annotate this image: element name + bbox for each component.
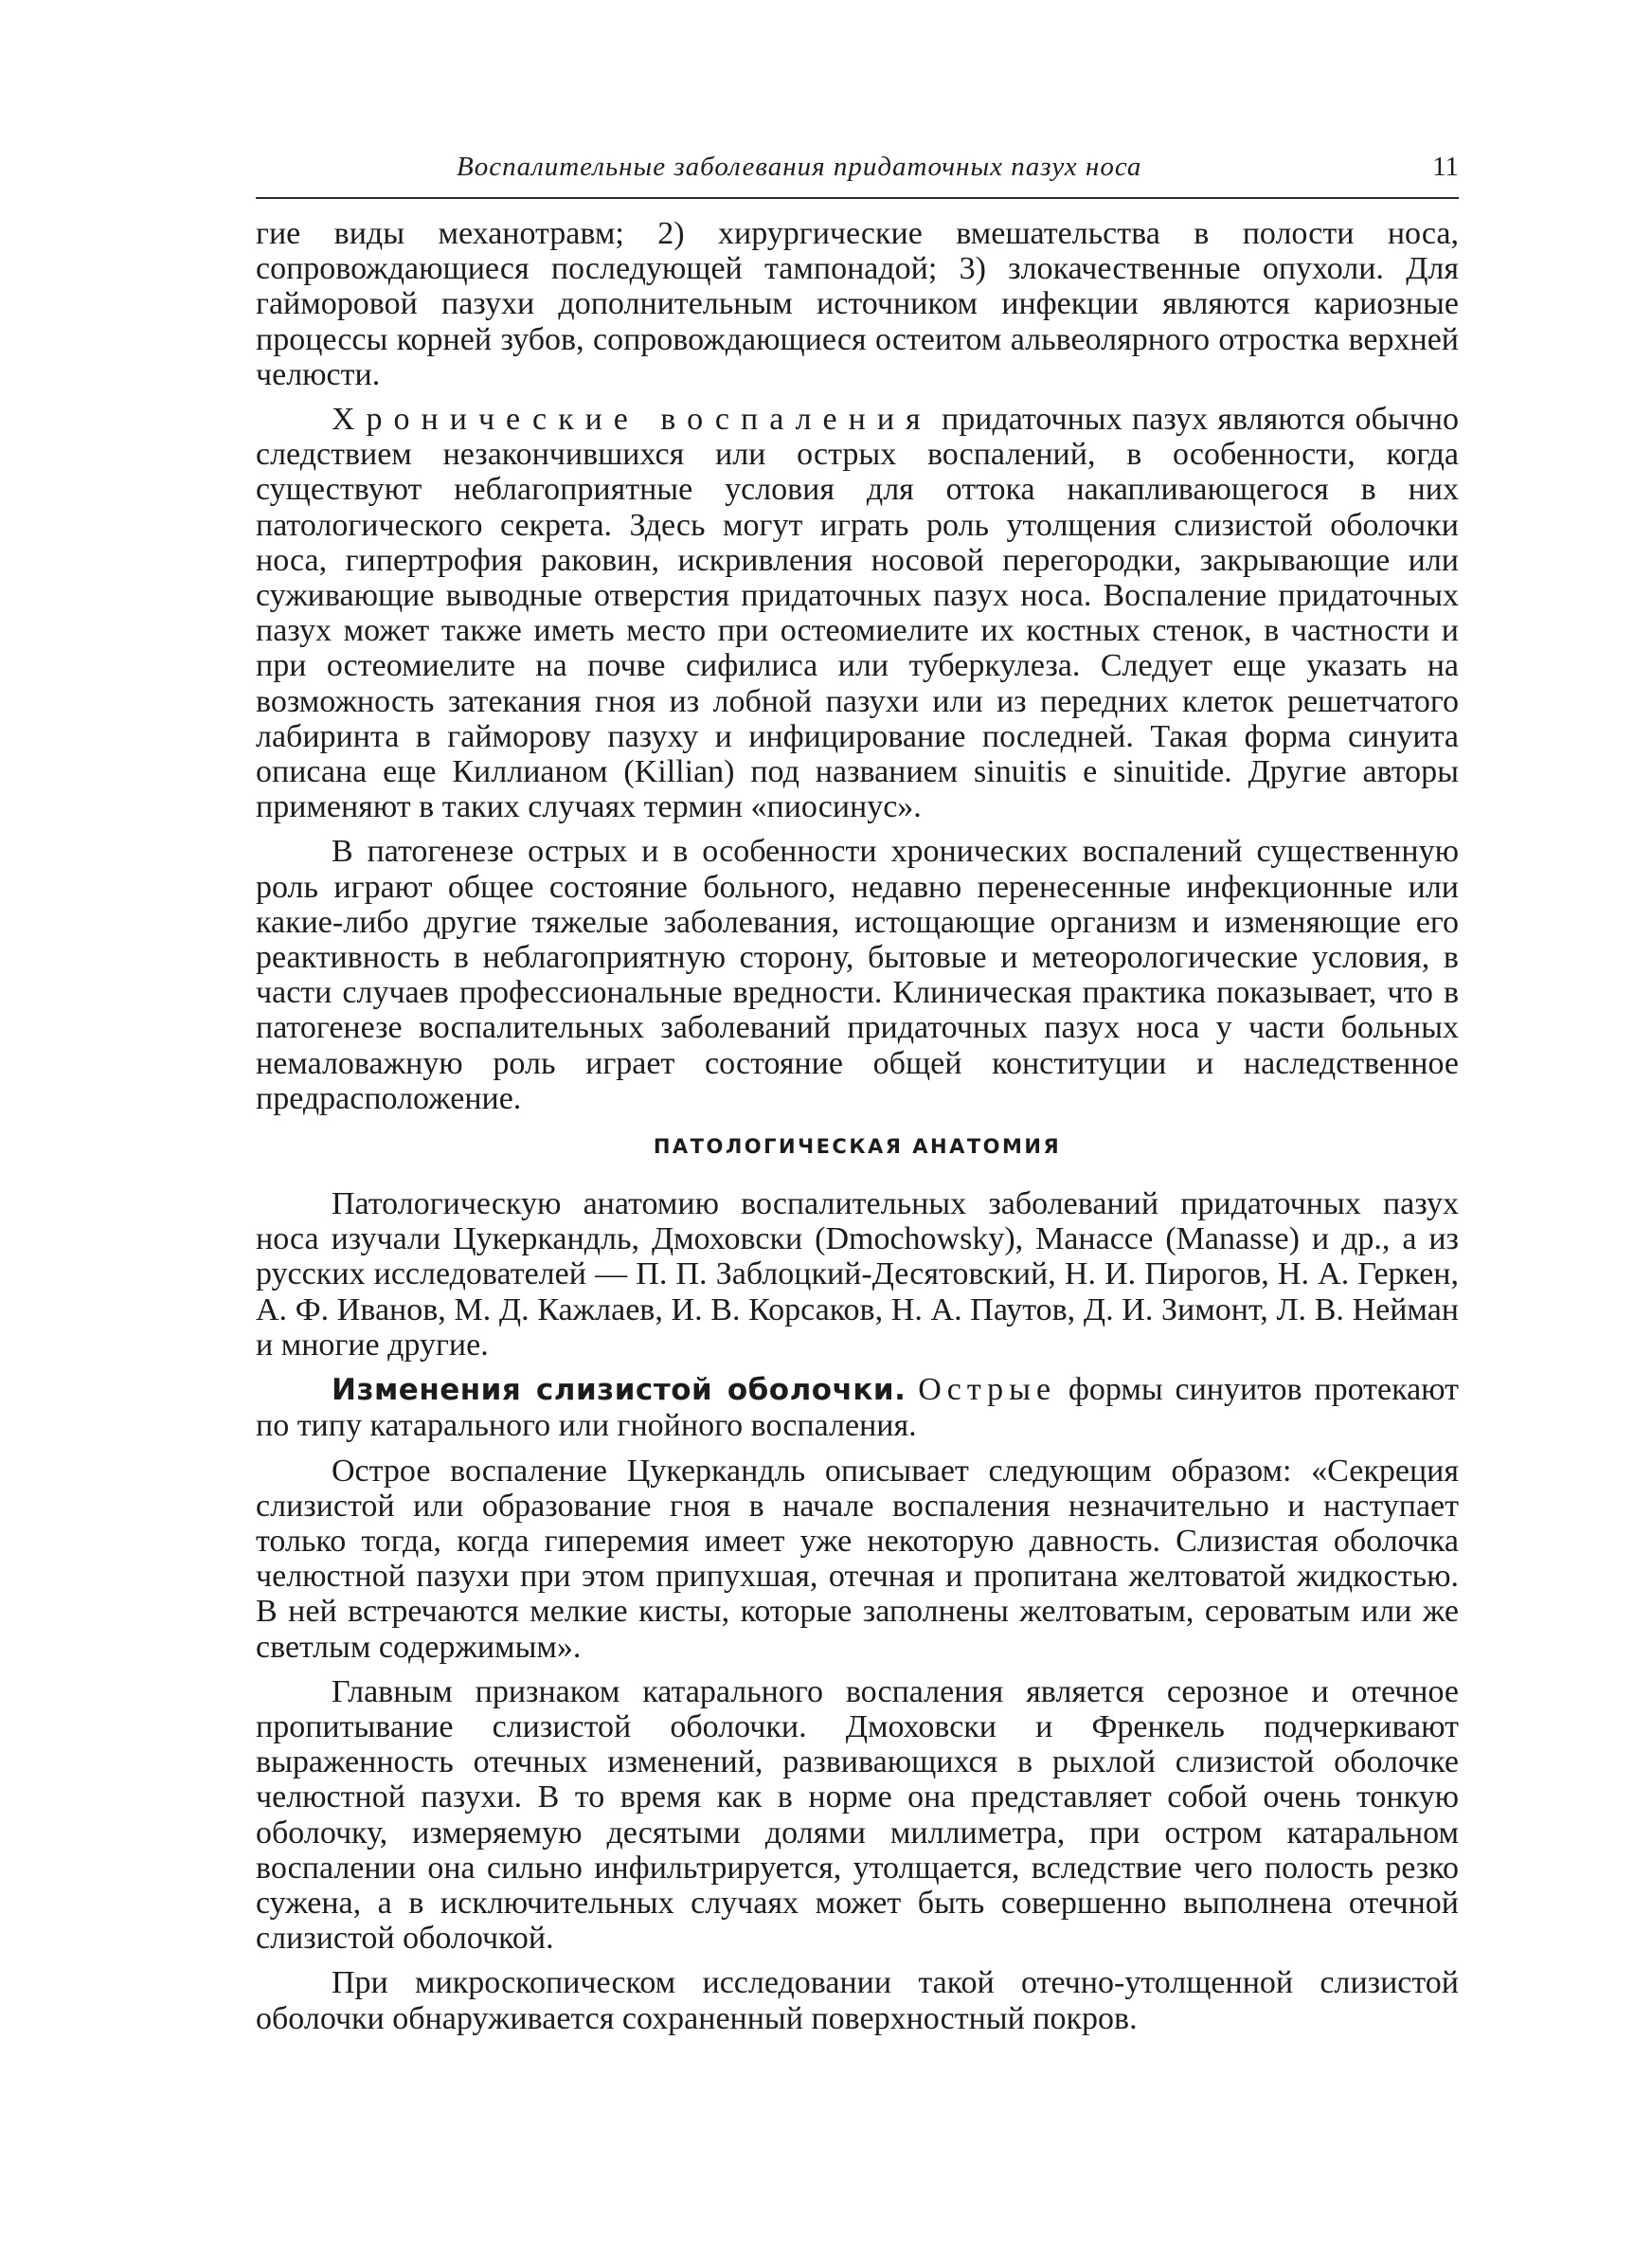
section-heading: ПАТОЛОГИЧЕСКАЯ АНАТОМИЯ	[653, 1135, 1062, 1159]
paragraph-3-text: В патогенезе острых и в особенности хронических воспалений существенную роль играют общее состояние больного, недавно перенесенные инфекционные или какие-либо другие тяжелые заболевания, истощающие организм и изменяющие его реактивность в неблагоприятную сторону, бытовые и метеорологические условия, в части случаев профессиональные вредности. Клиническая практика показывает, что в патогенезе воспалительных заболеваний придаточных пазух носа у части больных немаловажную роль играет состояние общей конституции и наследственное предрасположение.	[256, 834, 1459, 1116]
paragraph-1-text: гие виды механотравм; 2) хирургические вмешательства в полости носа, сопровождающиеся последующей тампонадой; 3) злокачественные опухоли. Для гайморовой пазухи дополнительным источником инфекции являются кариозные процессы корней зубов, сопровождающиеся остеитом альвеолярного отростка верхней челюсти.	[256, 216, 1459, 392]
paragraph-7	[256, 1674, 1459, 1957]
paragraph-6-text: Острое воспаление Цукеркандль описывает следующим образом: «Секреция слизистой или образование гноя в начале воспаления незначительно и наступает только тогда, когда гиперемия имеет уже некоторую давность. Слизистая оболочка челюстной пазухи при этом припухшая, отечная и пропитана желтоватой жидкостью. В ней встречаются мелкие кисты, которые заполнены желтоватым, сероватым или же светлым содержимым».	[256, 1453, 1459, 1665]
paragraph-1	[256, 216, 1459, 392]
paragraph-8-text: При микроскопическом исследовании такой отечно-утолщенной слизистой оболочки обнаруживается сохраненный поверхностный покров.	[256, 1965, 1459, 2036]
paragraph-5-text: формы синуитов протекают по типу катарального или гнойного воспаления.	[256, 1372, 1459, 1444]
paragraph-5	[256, 1372, 1459, 1443]
paragraph-2	[256, 402, 1459, 824]
page-number: 11	[1432, 152, 1459, 182]
running-head	[256, 152, 1459, 193]
paragraph-8	[256, 1965, 1459, 2035]
emphasis-acute: Острые	[918, 1372, 1057, 1408]
running-title: Воспалительные заболевания придаточных пазух носа	[457, 152, 1142, 182]
runin-heading-mucosa-changes: Изменения слизистой оболочки.	[332, 1373, 907, 1408]
paragraph-2-text: придаточных пазух являются обычно следствием незакончившихся или острых воспалений, в особенности, когда существуют неблагоприятные условия для оттока накапливающегося в них патологического секрета. Здесь могут играть роль утолщения слизистой оболочки носа, гипертрофия раковин, искривления носовой перегородки, закрывающие или суживающие выводные отверстия придаточных пазух носа. Воспаление придаточных пазух может также иметь место при остеомиелите их костных стенок, в частности и при остеомиелите на почве сифилиса или туберкулеза. Следует еще указать на возможность затекания гноя из лобной пазухи или из передних клеток решетчатого лабиринта в гайморову пазуху и инфицирование последней. Такая форма синуита описана еще Киллианом (Killian) под названием sinuitis e sinuitide. Другие авторы применяют в таких случаях термин «пиосинус».	[256, 402, 1459, 825]
paragraph-3	[256, 834, 1459, 1116]
body-text	[256, 216, 1459, 2046]
emphasis-chronic-inflammation: Хронические воспаления	[332, 402, 932, 438]
paragraph-4	[256, 1186, 1459, 1363]
header-rule	[256, 197, 1459, 199]
paragraph-7-text: Главным признаком катарального воспаления является серозное и отечное пропитывание слизистой оболочки. Дмоховски и Френкель подчеркивают выраженность отечных изменений, развивающихся в рыхлой слизистой оболочке челюстной пазухи. В то время как в норме она представляет собой очень тонкую оболочку, измеряемую десятыми долями миллиметра, при остром катаральном воспалении она сильно инфильтрируется, утолщается, вследствие чего полость резко сужена, а в исключительных случаях может быть совершенно выполнена отечной слизистой оболочкой.	[256, 1673, 1459, 1957]
paragraph-6	[256, 1454, 1459, 1665]
paragraph-4-text: Патологическую анатомию воспалительных заболеваний придаточных пазух носа изучали Цукеркандль, Дмоховски (Dmochowsky), Манассе (Manasse) и др., а из русских исследователей — П. П. Заблоцкий-Десятовский, Н. И. Пирогов, Н. А. Геркен, А. Ф. Иванов, М. Д. Кажлаев, И. В. Корсаков, Н. А. Паутов, Д. И. Зимонт, Л. В. Нейман и многие другие.	[256, 1186, 1459, 1363]
